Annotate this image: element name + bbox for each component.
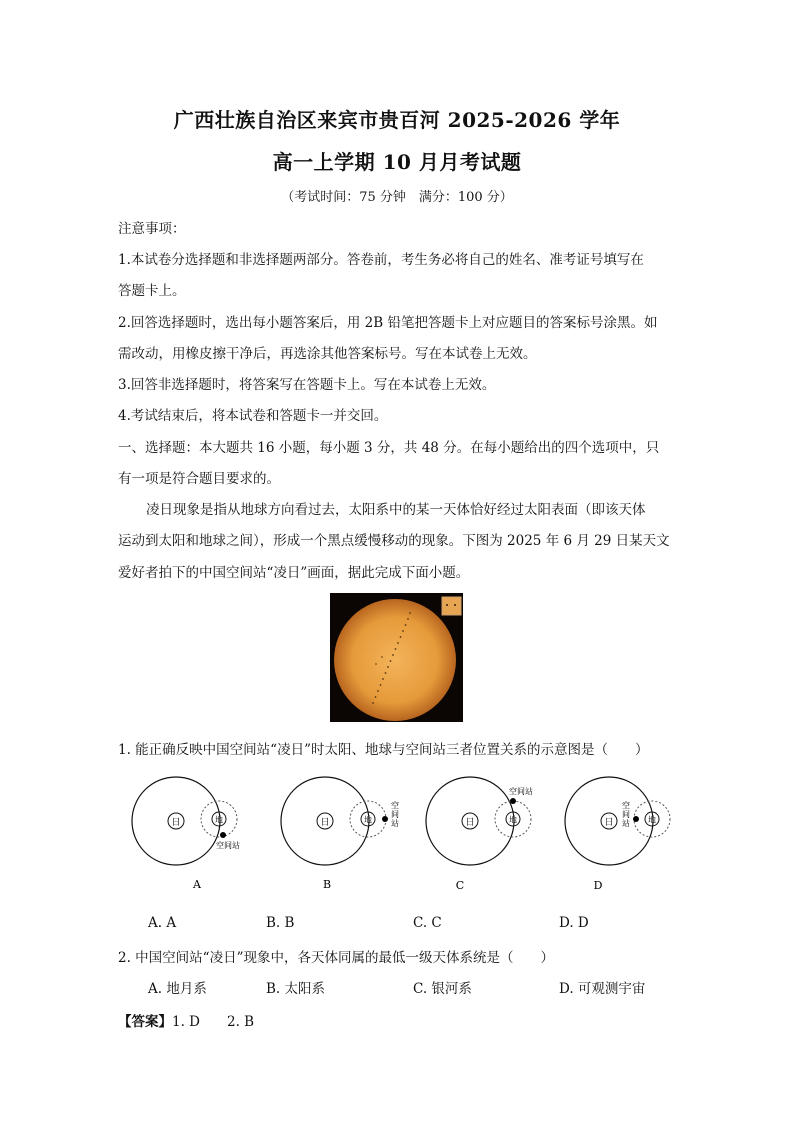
passage-line: 爱好者拍下的中国空间站“凌日”画面，据此完成下面小题。: [118, 565, 470, 581]
diagram-panel-b: [281, 777, 399, 891]
passage-line: 运动到太阳和地球之间），形成一个黑点缓慢移动的现象。下图为 2025 年 6 月 29 日某天文: [118, 533, 670, 549]
svg-text:空间站: 空间站: [509, 787, 533, 796]
sun-disk: [334, 599, 456, 721]
question-1-stem: 1. 能正确反映中国空间站“凌日”时太阳、地球与空间站三者位置关系的示意图是（ ）: [118, 742, 649, 758]
station-label-vertical: 空间站: [391, 801, 399, 828]
svg-text:空间站: 空间站: [216, 841, 240, 850]
notice-line: 3.回答非选择题时，将答案写在答题卡上。写在本试卷上无效。: [118, 377, 496, 393]
passage-line: 凌日现象是指从地球方向看过去，太阳系中的某一天体恰好经过太阳表面（即该天体: [146, 502, 646, 518]
notice-line: 需改动，用橡皮擦干净后，再选涂其他答案标号。写在本试卷上无效。: [118, 346, 537, 362]
svg-text:地: 地: [215, 815, 223, 825]
exam-title-line2: 高一上学期 10 月月考试题: [272, 150, 522, 174]
diagram-panel-a: [132, 777, 240, 891]
question-1-option-b[interactable]: B. B: [266, 915, 295, 931]
diagram-panel-c: [426, 777, 533, 892]
question-2-option-a[interactable]: A. 地月系: [148, 981, 207, 997]
inset-box: [442, 597, 461, 615]
question-1-option-c[interactable]: C. C: [413, 915, 442, 931]
answer-line: [118, 1010, 254, 1030]
sun-transit-photo: [330, 593, 463, 722]
svg-text:A: A: [193, 878, 201, 891]
question-2-stem: 2. 中国空间站“凌日”现象中，各天体同属的最低一级天体系统是（ ）: [118, 950, 554, 966]
svg-text:地: 地: [509, 815, 517, 825]
notice-heading: 注意事项：: [118, 221, 186, 237]
notice-line: 答题卡上。: [118, 283, 186, 299]
section-heading-cont: 有一项是符合题目要求的。: [118, 471, 280, 487]
section-heading: 一、选择题：本大题共 16 小题，每小题 3 分，共 48 分。在每小题给出的四个选项中，只: [118, 440, 660, 456]
notice-line: 2.回答选择题时，选出每小题答案后，用 2B 铅笔把答题卡上对应题目的答案标号涂黑。如: [118, 315, 658, 331]
exam-title-line1: 广西壮族自治区来宾市贵百河 2025-2026 学年: [173, 108, 621, 132]
question-2-option-b[interactable]: B. 太阳系: [266, 981, 326, 997]
svg-text:B: B: [322, 878, 332, 891]
answer-text: 1. D 2. B: [172, 1014, 255, 1030]
question-2-option-d[interactable]: D. 可观测宇宙: [559, 981, 646, 997]
svg-text:日: 日: [604, 818, 614, 828]
notice-line: 1.本试卷分选择题和非选择题两部分。答卷前，考生务必将自己的姓名、准考证号填写在: [118, 252, 644, 268]
question-1-option-a[interactable]: A. A: [148, 915, 177, 931]
svg-text:日: 日: [171, 818, 181, 828]
svg-text:日: 日: [465, 818, 475, 828]
question-2-option-c[interactable]: C. 银河系: [413, 981, 472, 997]
question-1-option-d[interactable]: D. D: [559, 915, 589, 931]
notice-line: 4.考试结束后，将本试卷和答题卡一并交回。: [118, 408, 388, 424]
svg-text:地: 地: [648, 815, 656, 825]
exam-info: （考试时间：75 分钟 满分：100 分）: [281, 190, 513, 205]
svg-text:日: 日: [320, 818, 330, 828]
station-label-vertical: 空间站: [622, 801, 630, 828]
answer-label: 【答案】: [118, 1014, 172, 1030]
svg-text:地: 地: [364, 815, 372, 825]
diagram-panel-d: [565, 777, 670, 892]
question-1-diagrams: [120, 768, 690, 898]
svg-text:D: D: [593, 879, 603, 892]
sun-transit-image: [330, 593, 463, 722]
svg-text:C: C: [455, 879, 465, 892]
